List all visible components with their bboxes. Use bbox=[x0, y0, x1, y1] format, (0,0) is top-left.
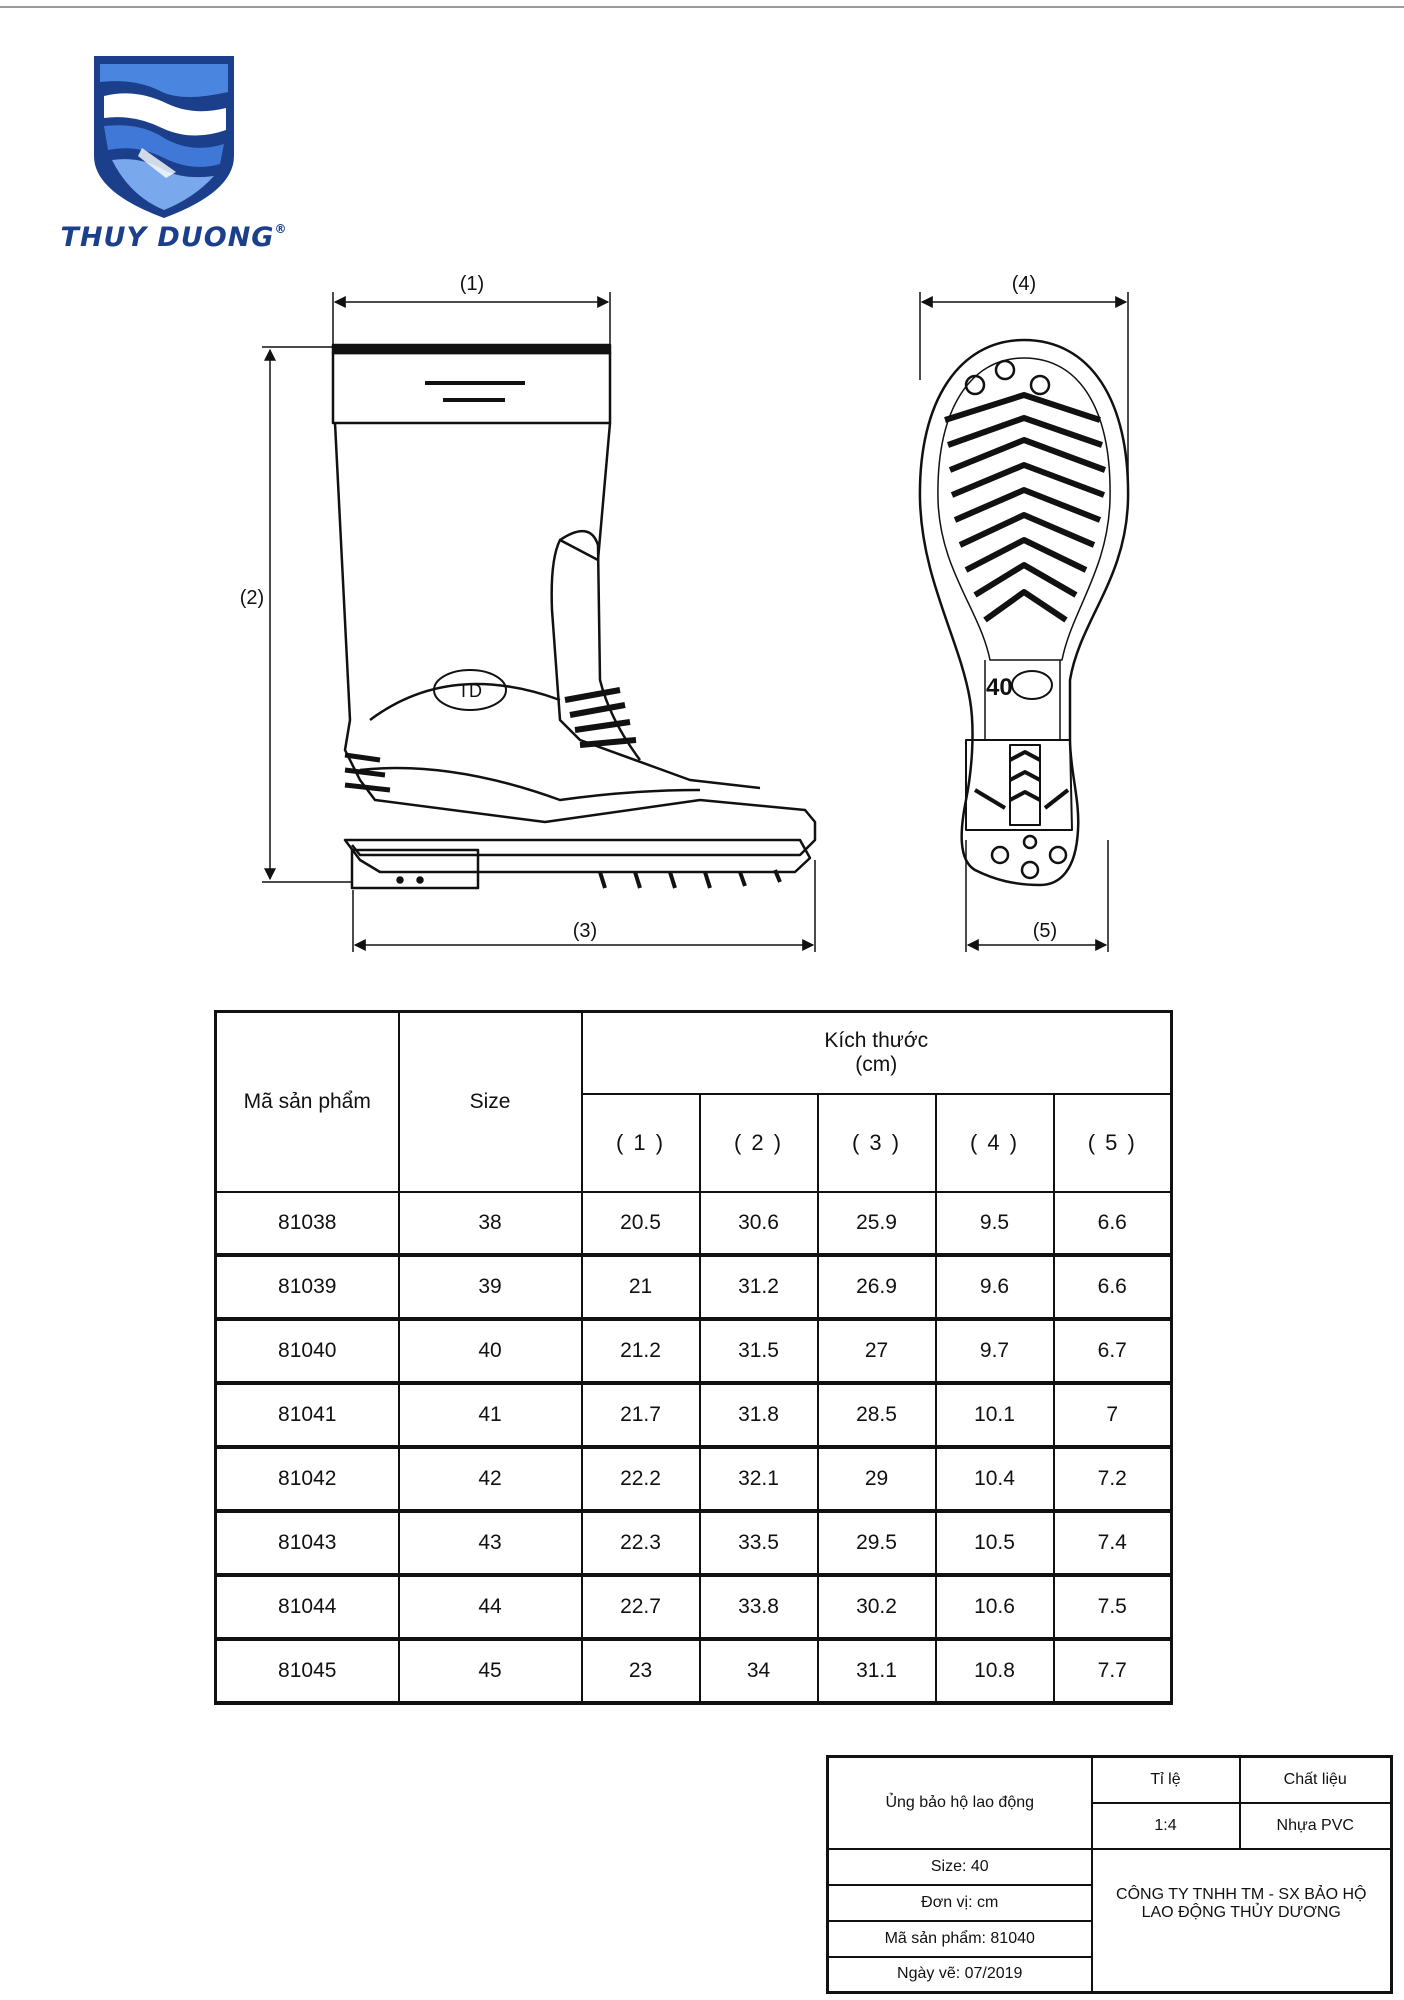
header-size: Size bbox=[399, 1012, 582, 1193]
table-row bbox=[216, 1383, 1172, 1447]
cell-d5: 7.5 bbox=[1054, 1575, 1172, 1639]
cell-size: 40 bbox=[399, 1319, 582, 1383]
cell-size: 39 bbox=[399, 1255, 582, 1319]
brand-wordmark: THUY DUONG® bbox=[60, 222, 288, 253]
table-row bbox=[216, 1511, 1172, 1575]
cell-d2: 30.6 bbox=[700, 1192, 818, 1255]
cell-d2: 33.8 bbox=[700, 1575, 818, 1639]
material-value: Nhựa PVC bbox=[1240, 1803, 1392, 1849]
header-dim-2: ( 2 ) bbox=[700, 1094, 818, 1192]
cell-size: 44 bbox=[399, 1575, 582, 1639]
cell-d1: 21.7 bbox=[582, 1383, 700, 1447]
header-dimensions-title: Kích thước bbox=[824, 1029, 929, 1052]
spec-header-row bbox=[216, 1012, 1172, 1095]
cell-size: 41 bbox=[399, 1383, 582, 1447]
cell-d2: 34 bbox=[700, 1639, 818, 1703]
size-spec-table bbox=[214, 1010, 1173, 1705]
cell-code: 81041 bbox=[216, 1383, 399, 1447]
cell-size: 45 bbox=[399, 1639, 582, 1703]
dimension-1 bbox=[333, 273, 610, 345]
cell-code: 81045 bbox=[216, 1639, 399, 1703]
cell-d3: 26.9 bbox=[818, 1255, 936, 1319]
cell-d5: 7 bbox=[1054, 1383, 1172, 1447]
cell-d3: 27 bbox=[818, 1319, 936, 1383]
title-block bbox=[826, 1755, 1393, 1994]
cell-d2: 31.2 bbox=[700, 1255, 818, 1319]
cell-code: 81044 bbox=[216, 1575, 399, 1639]
dimension-4-label: (4) bbox=[1011, 273, 1037, 295]
cell-size: 38 bbox=[399, 1192, 582, 1255]
title-block-row bbox=[828, 1849, 1392, 1885]
cell-d5: 6.6 bbox=[1054, 1255, 1172, 1319]
cell-d4: 10.5 bbox=[936, 1511, 1054, 1575]
cell-d5: 7.2 bbox=[1054, 1447, 1172, 1511]
cell-d2: 31.5 bbox=[700, 1319, 818, 1383]
date-line: Ngày vẽ: 07/2019 bbox=[828, 1957, 1092, 1993]
table-row bbox=[216, 1575, 1172, 1639]
cell-d5: 6.6 bbox=[1054, 1192, 1172, 1255]
cell-d1: 23 bbox=[582, 1639, 700, 1703]
cell-d4: 10.8 bbox=[936, 1639, 1054, 1703]
cell-d1: 21.2 bbox=[582, 1319, 700, 1383]
cell-code: 81043 bbox=[216, 1511, 399, 1575]
cell-d1: 22.3 bbox=[582, 1511, 700, 1575]
cell-d1: 20.5 bbox=[582, 1192, 700, 1255]
header-dim-3: ( 3 ) bbox=[818, 1094, 936, 1192]
sole-size-mark: 40 bbox=[986, 674, 1013, 701]
boot-side-view bbox=[333, 345, 815, 888]
table-row bbox=[216, 1447, 1172, 1511]
cell-d3: 31.1 bbox=[818, 1639, 936, 1703]
cell-code: 81038 bbox=[216, 1192, 399, 1255]
cell-d3: 29.5 bbox=[818, 1511, 936, 1575]
scale-value: 1:4 bbox=[1092, 1803, 1240, 1849]
cell-d4: 10.1 bbox=[936, 1383, 1054, 1447]
company-line-2: LAO ĐỘNG THỦY DƯƠNG bbox=[1141, 1903, 1341, 1921]
cell-d5: 7.7 bbox=[1054, 1639, 1172, 1703]
cell-d5: 7.4 bbox=[1054, 1511, 1172, 1575]
cell-code: 81042 bbox=[216, 1447, 399, 1511]
material-label: Chất liệu bbox=[1240, 1757, 1392, 1803]
cell-d3: 28.5 bbox=[818, 1383, 936, 1447]
cell-d5: 6.7 bbox=[1054, 1319, 1172, 1383]
header-dimensions bbox=[582, 1012, 1172, 1095]
boot-sole-view bbox=[920, 340, 1128, 885]
cell-d4: 9.5 bbox=[936, 1192, 1054, 1255]
dimension-2-label: (2) bbox=[239, 587, 265, 609]
cell-d3: 29 bbox=[818, 1447, 936, 1511]
size-line: Size: 40 bbox=[828, 1849, 1092, 1885]
company-line-1: CÔNG TY TNHH TM - SX BẢO HỘ bbox=[1116, 1885, 1367, 1903]
cell-size: 43 bbox=[399, 1511, 582, 1575]
title-block-row bbox=[828, 1757, 1392, 1803]
dimension-1-label: (1) bbox=[459, 273, 485, 295]
table-row bbox=[216, 1319, 1172, 1383]
code-line: Mã sản phẩm: 81040 bbox=[828, 1921, 1092, 1957]
cell-d1: 22.2 bbox=[582, 1447, 700, 1511]
cell-d3: 30.2 bbox=[818, 1575, 936, 1639]
cell-size: 42 bbox=[399, 1447, 582, 1511]
table-row bbox=[216, 1192, 1172, 1255]
table-row bbox=[216, 1255, 1172, 1319]
cell-d1: 22.7 bbox=[582, 1575, 700, 1639]
cell-code: 81039 bbox=[216, 1255, 399, 1319]
cell-d4: 10.6 bbox=[936, 1575, 1054, 1639]
header-dim-4: ( 4 ) bbox=[936, 1094, 1054, 1192]
dimension-5-label: (5) bbox=[1032, 920, 1058, 942]
cell-d4: 10.4 bbox=[936, 1447, 1054, 1511]
header-product-code: Mã sản phẩm bbox=[216, 1012, 399, 1193]
cell-d2: 31.8 bbox=[700, 1383, 818, 1447]
dimension-3-label: (3) bbox=[572, 920, 598, 942]
header-dim-5: ( 5 ) bbox=[1054, 1094, 1172, 1192]
dimension-3 bbox=[353, 860, 815, 952]
cell-d2: 32.1 bbox=[700, 1447, 818, 1511]
product-name: Ủng bảo hộ lao động bbox=[828, 1757, 1092, 1849]
cell-d1: 21 bbox=[582, 1255, 700, 1319]
cell-d4: 9.6 bbox=[936, 1255, 1054, 1319]
dimension-5 bbox=[966, 840, 1108, 952]
header-dimensions-unit: (cm) bbox=[855, 1053, 898, 1076]
unit-line: Đơn vị: cm bbox=[828, 1885, 1092, 1921]
cell-code: 81040 bbox=[216, 1319, 399, 1383]
cell-d2: 33.5 bbox=[700, 1511, 818, 1575]
company-name bbox=[1092, 1849, 1392, 1993]
cell-d4: 9.7 bbox=[936, 1319, 1054, 1383]
cell-d3: 25.9 bbox=[818, 1192, 936, 1255]
header-dim-1: ( 1 ) bbox=[582, 1094, 700, 1192]
svg-text:TD: TD bbox=[458, 681, 482, 701]
scale-label: Tỉ lệ bbox=[1092, 1757, 1240, 1803]
table-row bbox=[216, 1639, 1172, 1703]
